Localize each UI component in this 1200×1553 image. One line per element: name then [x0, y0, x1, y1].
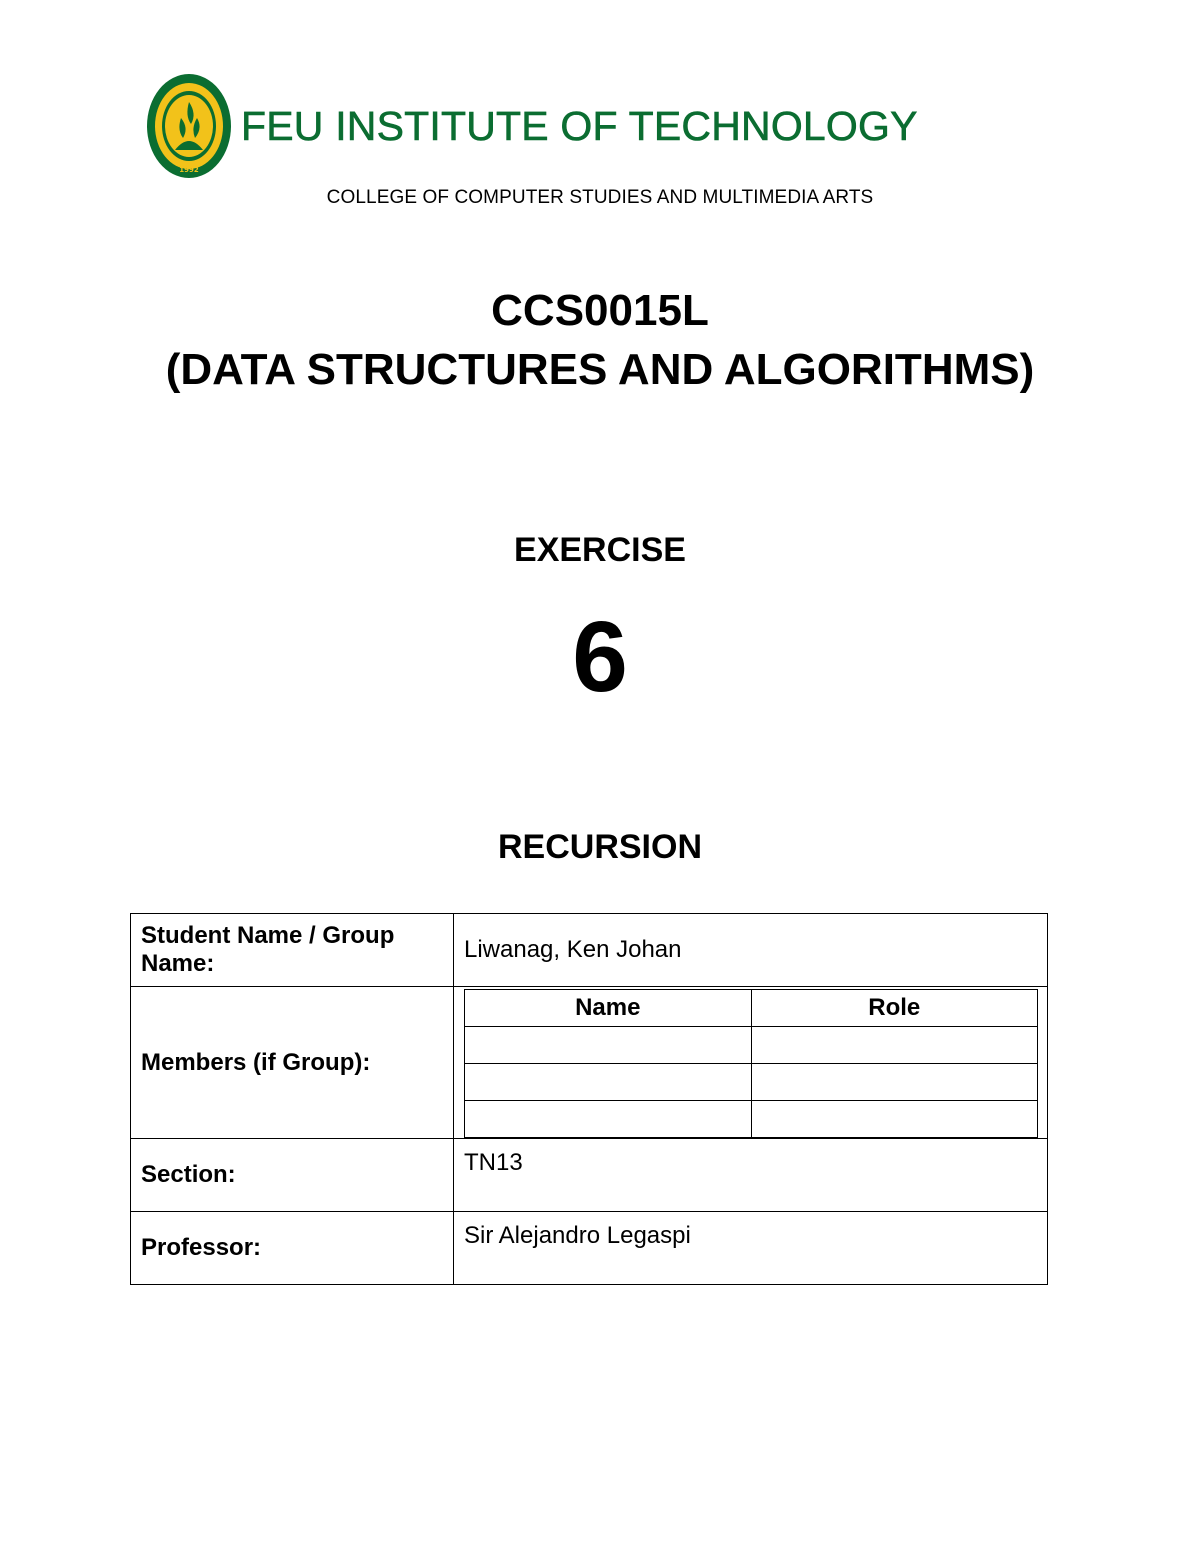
member-role-cell[interactable] [751, 1101, 1038, 1138]
members-row-3 [465, 1101, 1038, 1138]
member-role-cell[interactable] [751, 1027, 1038, 1064]
exercise-label: EXERCISE [514, 531, 686, 569]
member-name-cell[interactable] [465, 1101, 752, 1138]
student-info-table [130, 913, 1048, 1285]
member-name-cell[interactable] [465, 1027, 752, 1064]
members-cell [454, 987, 1048, 1139]
professor-row [131, 1212, 1048, 1285]
student-name-value[interactable]: Liwanag, Ken Johan [454, 914, 1048, 987]
college-name: COLLEGE OF COMPUTER STUDIES AND MULTIMEDIA ARTS [326, 187, 874, 208]
professor-label: Professor: [131, 1212, 454, 1285]
members-header-name: Name [465, 990, 752, 1027]
student-row [131, 914, 1048, 987]
members-row-2 [465, 1064, 1038, 1101]
feu-seal-logo [145, 72, 233, 180]
student-name-label: Student Name / Group Name: [131, 914, 454, 987]
course-code: CCS0015L [491, 286, 709, 335]
member-name-cell[interactable] [465, 1064, 752, 1101]
header [145, 72, 918, 180]
section-value[interactable]: TN13 [454, 1139, 1048, 1212]
section-label: Section: [131, 1139, 454, 1212]
members-row-1 [465, 1027, 1038, 1064]
professor-value[interactable]: Sir Alejandro Legaspi [454, 1212, 1048, 1285]
section-row [131, 1139, 1048, 1212]
members-label: Members (if Group): [131, 987, 454, 1139]
members-table [464, 989, 1038, 1138]
institution-name: FEU INSTITUTE OF TECHNOLOGY [241, 102, 918, 149]
exercise-number: 6 [572, 601, 628, 713]
seal-year: 1992 [179, 166, 199, 174]
members-header-row [465, 990, 1038, 1027]
exercise-topic: RECURSION [497, 828, 703, 866]
members-header-role: Role [751, 990, 1038, 1027]
member-role-cell[interactable] [751, 1064, 1038, 1101]
course-title: (DATA STRUCTURES AND ALGORITHMS) [165, 345, 1035, 394]
members-row [131, 987, 1048, 1139]
